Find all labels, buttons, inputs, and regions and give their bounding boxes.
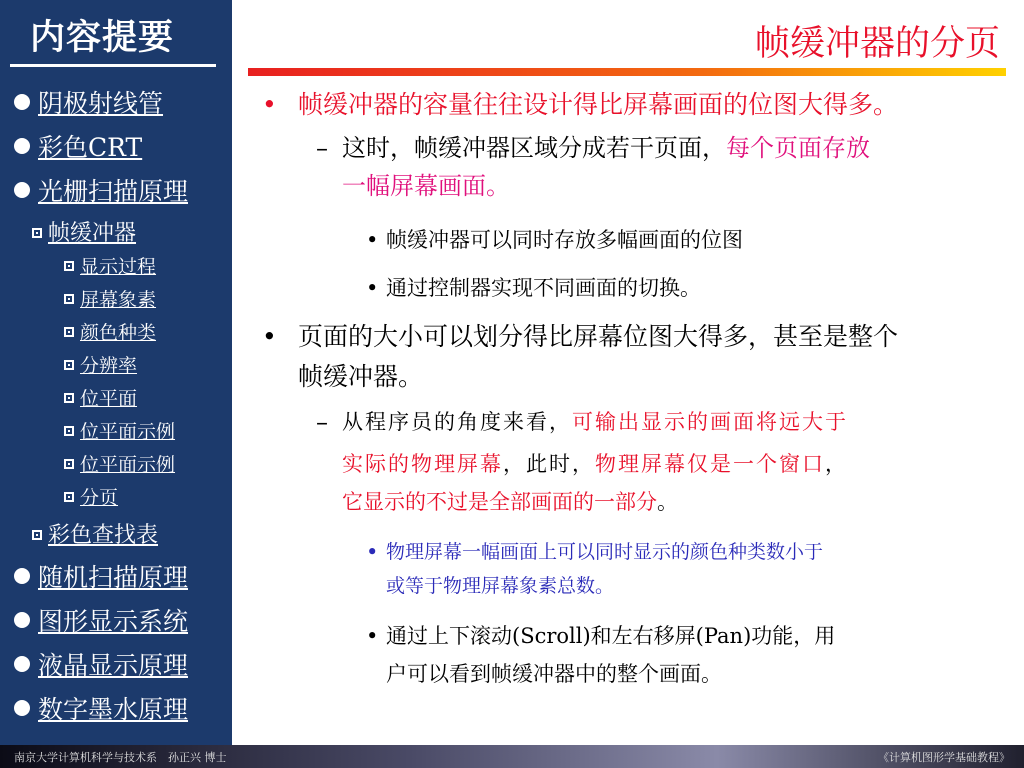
bullet-2-1-emphasis: 物理屏幕仅是一个窗口: [595, 452, 825, 476]
bullet-dot-icon: [14, 612, 30, 628]
nav-item-graphics-display-system[interactable]: [14, 602, 188, 638]
bullet-dot-icon: [14, 182, 30, 198]
nav-item-random-scan[interactable]: [14, 558, 188, 594]
nav-item-label: 彩色CRT: [38, 133, 143, 162]
bullet-2-1-emphasis: 它显示的不过是全部画面的一部分: [342, 490, 657, 514]
bullet-2-1-1-cont: 或等于物理屏幕象素总数。: [386, 575, 615, 597]
bullet-2-1-2-cont: 户可以看到帧缓冲器中的整个画面。: [386, 662, 722, 686]
nav-item-label: 显示过程: [80, 256, 157, 278]
bullet-2-1-text: 。: [657, 490, 678, 514]
title-gradient-bar: [248, 68, 1006, 76]
dash-bullet-icon: –: [316, 408, 328, 436]
bullet-dot-icon: •: [262, 90, 277, 119]
nav-item-bit-plane[interactable]: [64, 384, 137, 411]
bullet-dot-icon: [14, 94, 30, 110]
bullet-dot-icon: [14, 656, 30, 672]
bullet-1-1: [342, 130, 870, 167]
nav-item-label: 数字墨水原理: [38, 695, 189, 724]
nav-item-label: 分辨率: [80, 355, 138, 377]
footer-course: 《计算机图形学基础教程》: [878, 751, 1010, 764]
dash-bullet-icon: –: [316, 134, 328, 162]
bullet-2-1-text: ，此时，: [503, 452, 595, 476]
bullet-2-1-1: 物理屏幕一幅画面上可以同时显示的颜色种类数小于: [386, 541, 824, 563]
bullet-dot-icon: [14, 568, 30, 584]
square-bullet-icon: [64, 393, 74, 403]
square-bullet-icon: [64, 492, 74, 502]
nav-item-frame-buffer[interactable]: [32, 216, 136, 247]
nav-item-label: 阴极射线管: [38, 89, 164, 118]
nav-item-crt[interactable]: [14, 84, 163, 120]
bullet-2-1-cont2: [342, 484, 678, 521]
bullet-1-1-1: 帧缓冲器可以同时存放多幅画面的位图: [386, 228, 743, 252]
square-bullet-icon: [64, 459, 74, 469]
nav-item-label: 光栅扫描原理: [38, 177, 189, 206]
bullet-2-1-emphasis: 可输出显示的画面将远大于: [572, 410, 848, 434]
nav-item-color-lut[interactable]: [32, 518, 158, 549]
bullet-dot-icon: [14, 138, 30, 154]
nav-item-lcd[interactable]: [14, 646, 188, 682]
bullet-2-1-emphasis: 实际的物理屏幕: [342, 452, 503, 476]
bullet-2-1-2: 通过上下滚动(Scroll)和左右移屏(Pan)功能，用: [386, 624, 836, 648]
bullet-2-cont: 帧缓冲器。: [298, 362, 424, 391]
bullet-2-1-text: ，: [825, 452, 848, 476]
bullet-dot-icon: •: [366, 540, 379, 564]
square-bullet-icon: [64, 294, 74, 304]
nav-item-display-process[interactable]: [64, 252, 156, 279]
nav-item-color-crt[interactable]: [14, 128, 142, 164]
nav-item-bit-plane-example-1[interactable]: [64, 417, 175, 444]
nav-item-label: 图形显示系统: [38, 607, 189, 636]
square-bullet-icon: [32, 530, 42, 540]
nav-item-label: 颜色种类: [80, 322, 157, 344]
footer-author: 南京大学计算机科学与技术系 孙正兴 博士: [14, 751, 227, 764]
bullet-dot-icon: •: [366, 228, 379, 252]
bullet-1-1-emphasis: 每个页面存放: [726, 134, 870, 162]
square-bullet-icon: [64, 360, 74, 370]
slide-title: 帧缓冲器的分页: [754, 24, 1000, 64]
bullet-1-1-cont: 一幅屏幕画面。: [342, 172, 510, 200]
nav-item-screen-pixels[interactable]: [64, 285, 156, 312]
sidebar-divider: [10, 64, 216, 67]
nav-item-digital-ink[interactable]: [14, 690, 188, 726]
square-bullet-icon: [64, 426, 74, 436]
bullet-dot-icon: •: [366, 624, 379, 648]
sidebar-title: 内容提要: [30, 18, 175, 58]
bullet-2-1-text: 从程序员的角度来看，: [342, 410, 572, 434]
nav-item-label: 帧缓冲器: [48, 221, 137, 246]
bullet-1-1-text: 这时，帧缓冲器区域分成若干页面，: [342, 134, 726, 162]
bullet-2-1: [342, 404, 848, 441]
nav-item-resolution[interactable]: [64, 351, 137, 378]
bullet-1-1-2: 通过控制器实现不同画面的切换。: [386, 276, 701, 300]
bullet-dot-icon: [14, 700, 30, 716]
nav-item-raster-scan[interactable]: [14, 172, 188, 208]
footer-bar: [0, 745, 1024, 768]
sidebar: [0, 0, 232, 745]
square-bullet-icon: [64, 261, 74, 271]
square-bullet-icon: [64, 327, 74, 337]
nav-item-paging[interactable]: [64, 483, 118, 510]
nav-item-label: 液晶显示原理: [38, 651, 189, 680]
nav-item-label: 分页: [80, 487, 119, 509]
bullet-2: 页面的大小可以划分得比屏幕位图大得多，甚至是整个: [298, 322, 899, 351]
square-bullet-icon: [32, 228, 42, 238]
nav-item-label: 彩色查找表: [48, 523, 159, 548]
nav-item-label: 位平面: [80, 388, 138, 410]
nav-item-color-types[interactable]: [64, 318, 156, 345]
bullet-2-1-cont1: [342, 446, 848, 483]
bullet-1: 帧缓冲器的容量往往设计得比屏幕画面的位图大得多。: [298, 90, 899, 119]
nav-item-label: 位平面示例: [80, 421, 176, 443]
nav-item-label: 屏幕象素: [80, 289, 157, 311]
nav-item-label: 位平面示例: [80, 454, 176, 476]
bullet-dot-icon: •: [366, 276, 379, 300]
nav-item-label: 随机扫描原理: [38, 563, 189, 592]
nav-item-bit-plane-example-2[interactable]: [64, 450, 175, 477]
bullet-dot-icon: •: [262, 322, 277, 351]
